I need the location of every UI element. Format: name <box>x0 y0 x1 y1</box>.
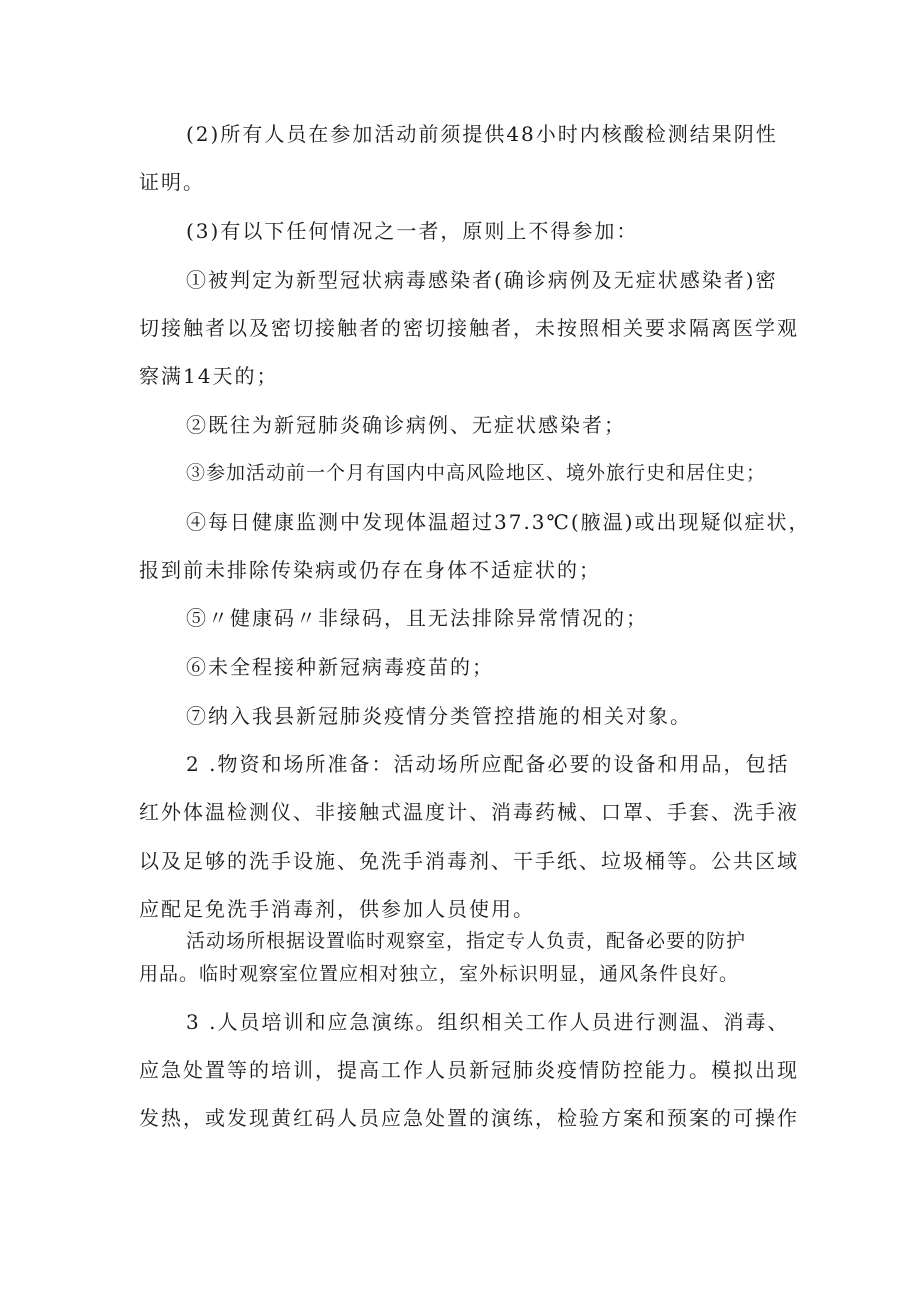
text-line: ③参加活动前一个月有国内中高风险地区、境外旅行史和居住史； <box>186 462 767 484</box>
text-line: 应急处置等的培训，提高工作人员新冠肺炎疫情防控能力。模拟出现 <box>139 1058 799 1082</box>
text-line: 察满14天的； <box>139 364 279 388</box>
text-line: 报到前未排除传染病或仍存在身体不适症状的； <box>139 558 601 582</box>
text-line: ⑥未全程接种新冠病毒疫苗的； <box>186 655 494 679</box>
text-line: 切接触者以及密切接触者的密切接触者，未按照相关要求隔离医学观 <box>139 316 799 340</box>
text-line: (2)所有人员在参加活动前须提供48小时内核酸检测结果阴性 <box>186 122 778 146</box>
text-line: 活动场所根据设置临时观察室，指定专人负责，配备必要的防护 <box>186 930 747 952</box>
text-line: 以及足够的洗手设施、免洗手消毒剂、干手纸、垃圾桶等。公共区域 <box>139 849 799 873</box>
text-line: ②既往为新冠肺炎确诊病例、无症状感染者； <box>186 413 626 437</box>
text-line: (3)有以下任何情况之一者，原则上不得参加： <box>186 219 639 243</box>
text-line: ⑦纳入我县新冠肺炎疫情分类管控措施的相关对象。 <box>186 704 692 728</box>
text-line: 发热，或发现黄红码人员应急处置的演练，检验方案和预案的可操作 <box>139 1106 799 1130</box>
text-line: ①被判定为新型冠状病毒感染者(确诊病例及无症状感染者)密 <box>186 268 778 292</box>
text-line: 用品。临时观察室位置应相对独立，室外标识明显，通风条件良好。 <box>139 963 740 985</box>
text-line: 证明。 <box>139 170 205 194</box>
text-line: 2 .物资和场所准备：活动场所应配备必要的设备和用品，包括 <box>186 752 790 776</box>
text-line: ⑤〃健康码〃非绿码，且无法排除异常情况的； <box>186 606 648 630</box>
text-line: 红外体温检测仪、非接触式温度计、消毒药械、口罩、手套、洗手液 <box>139 800 799 824</box>
text-line: ④每日健康监测中发现体温超过37.3℃(腋温)或出现疑似症状， <box>186 510 811 534</box>
text-line: 3 .人员培训和应急演练。组织相关工作人员进行测温、消毒、 <box>186 1010 790 1034</box>
text-line: 应配足免洗手消毒剂，供参加人员使用。 <box>139 897 535 921</box>
